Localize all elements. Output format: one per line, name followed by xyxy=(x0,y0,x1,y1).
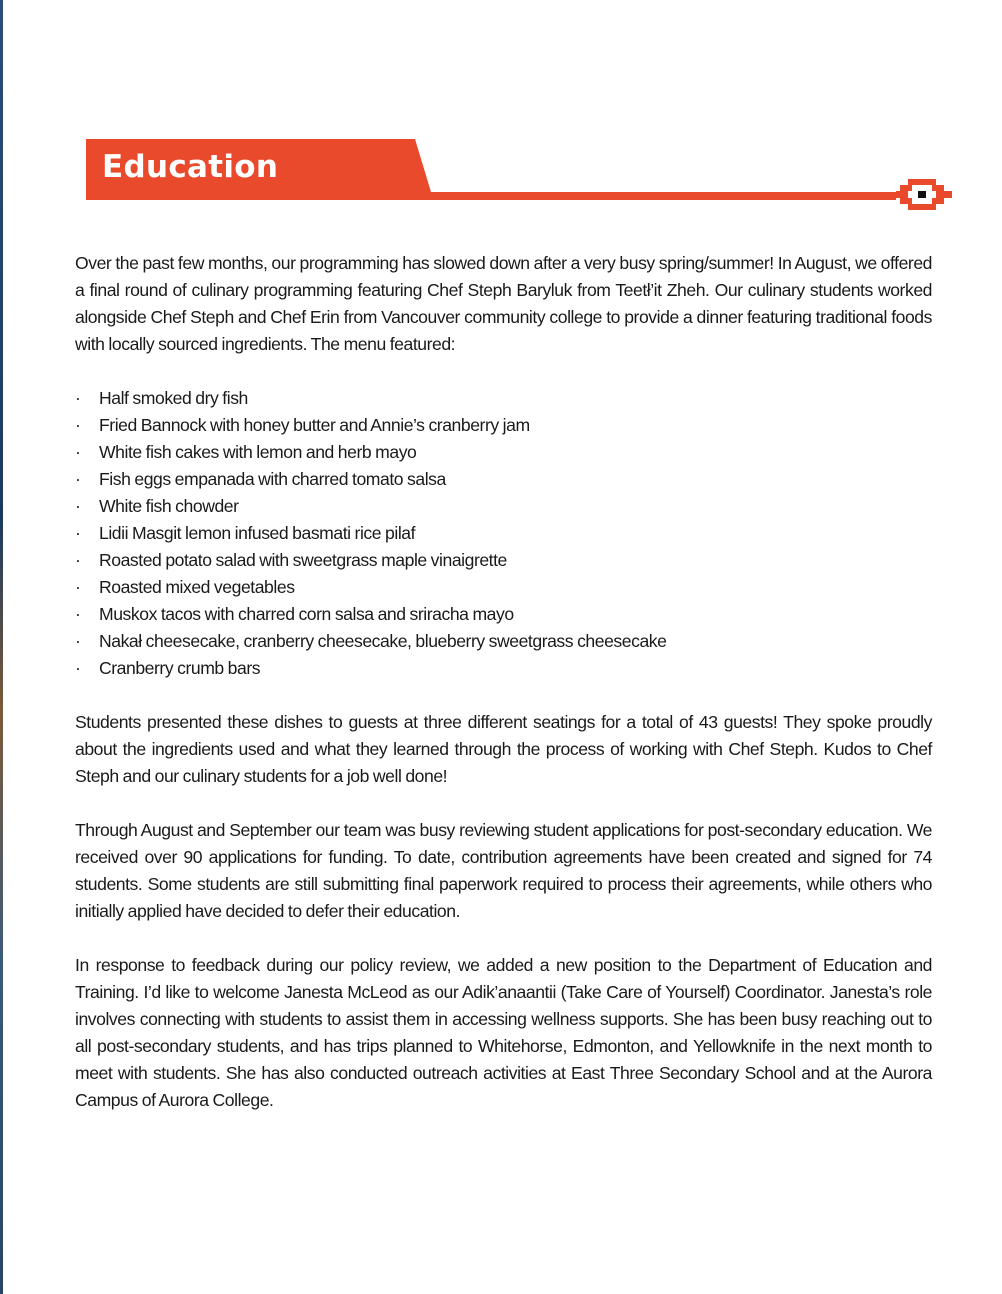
list-item: · Lidii Masgit lemon infused basmati rice pilaf xyxy=(75,520,932,547)
bullet: · xyxy=(75,388,81,408)
bullet: · xyxy=(75,604,81,624)
bullet: · xyxy=(75,658,81,678)
section-title: Education xyxy=(102,149,279,185)
page-left-edge xyxy=(0,0,3,1294)
list-item: · Roasted potato salad with sweetgrass maple vinaigrette xyxy=(75,547,932,574)
list-item: · Half smoked dry fish xyxy=(75,385,932,412)
applications-paragraph: Through August and September our team was busy reviewing student applications for post-secondary education. We received over 90 applications for funding. To date, contribution agreements have been created and signed for 74 students. Some students are still submitting final paperwork required to process their agreements, while others who initially applied have decided to defer their education. xyxy=(75,820,932,921)
list-item: · Nakał cheesecake, cranberry cheesecake, blueberry sweetgrass cheesecake xyxy=(75,628,932,655)
section-header xyxy=(86,139,966,201)
bullet: · xyxy=(75,577,81,597)
menu-list xyxy=(75,385,932,682)
list-item: · Muskox tacos with charred corn salsa and sriracha mayo xyxy=(75,601,932,628)
bullet: · xyxy=(75,415,81,435)
bullet: · xyxy=(75,469,81,489)
bullet: · xyxy=(75,550,81,570)
list-item: · Cranberry crumb bars xyxy=(75,655,932,682)
new-position-paragraph: In response to feedback during our policy review, we added a new position to the Department of Education and Training. I’d like to welcome Janesta McLeod as our Adik’anaantii (Take Care of Yourself) Coordinator. Janesta’s role involves connecting with students to assist them in accessing wellness supports. She has been busy reaching out to all post-secondary students, and has trips planned to Whitehorse, Edmonton, and Yellowknife in the next month to meet with students. She has also conducted outreach activities at East Three Secondary School and at the Aurora Campus of Aurora College. xyxy=(75,955,932,1110)
list-item: · Fried Bannock with honey butter and Annie’s cranberry jam xyxy=(75,412,932,439)
bullet: · xyxy=(75,631,81,651)
list-item: · Roasted mixed vegetables xyxy=(75,574,932,601)
list-item: · Fish eggs empanada with charred tomato salsa xyxy=(75,466,932,493)
list-item: · White fish cakes with lemon and herb mayo xyxy=(75,439,932,466)
article-body xyxy=(75,250,932,1141)
bullet: · xyxy=(75,523,81,543)
bullet: · xyxy=(75,496,81,516)
bullet: · xyxy=(75,442,81,462)
beaded-pattern-icon xyxy=(896,179,956,215)
intro-paragraph: Over the past few months, our programming has slowed down after a very busy spring/summer! In August, we offered a final round of culinary programming featuring Chef Steph Baryluk from Teetł’it Zheh. Our culinary students worked alongside Chef Steph and Chef Erin from Vancouver community college to provide a dinner featuring traditional foods with locally sourced ingredients. The menu featured: xyxy=(75,253,932,354)
list-item: · White fish chowder xyxy=(75,493,932,520)
guests-paragraph: Students presented these dishes to guests at three different seatings for a total of 43 guests! They spoke proudly about the ingredients used and what they learned through the process of working with Chef Steph. Kudos to Chef Steph and our culinary students for a job well done! xyxy=(75,712,932,786)
